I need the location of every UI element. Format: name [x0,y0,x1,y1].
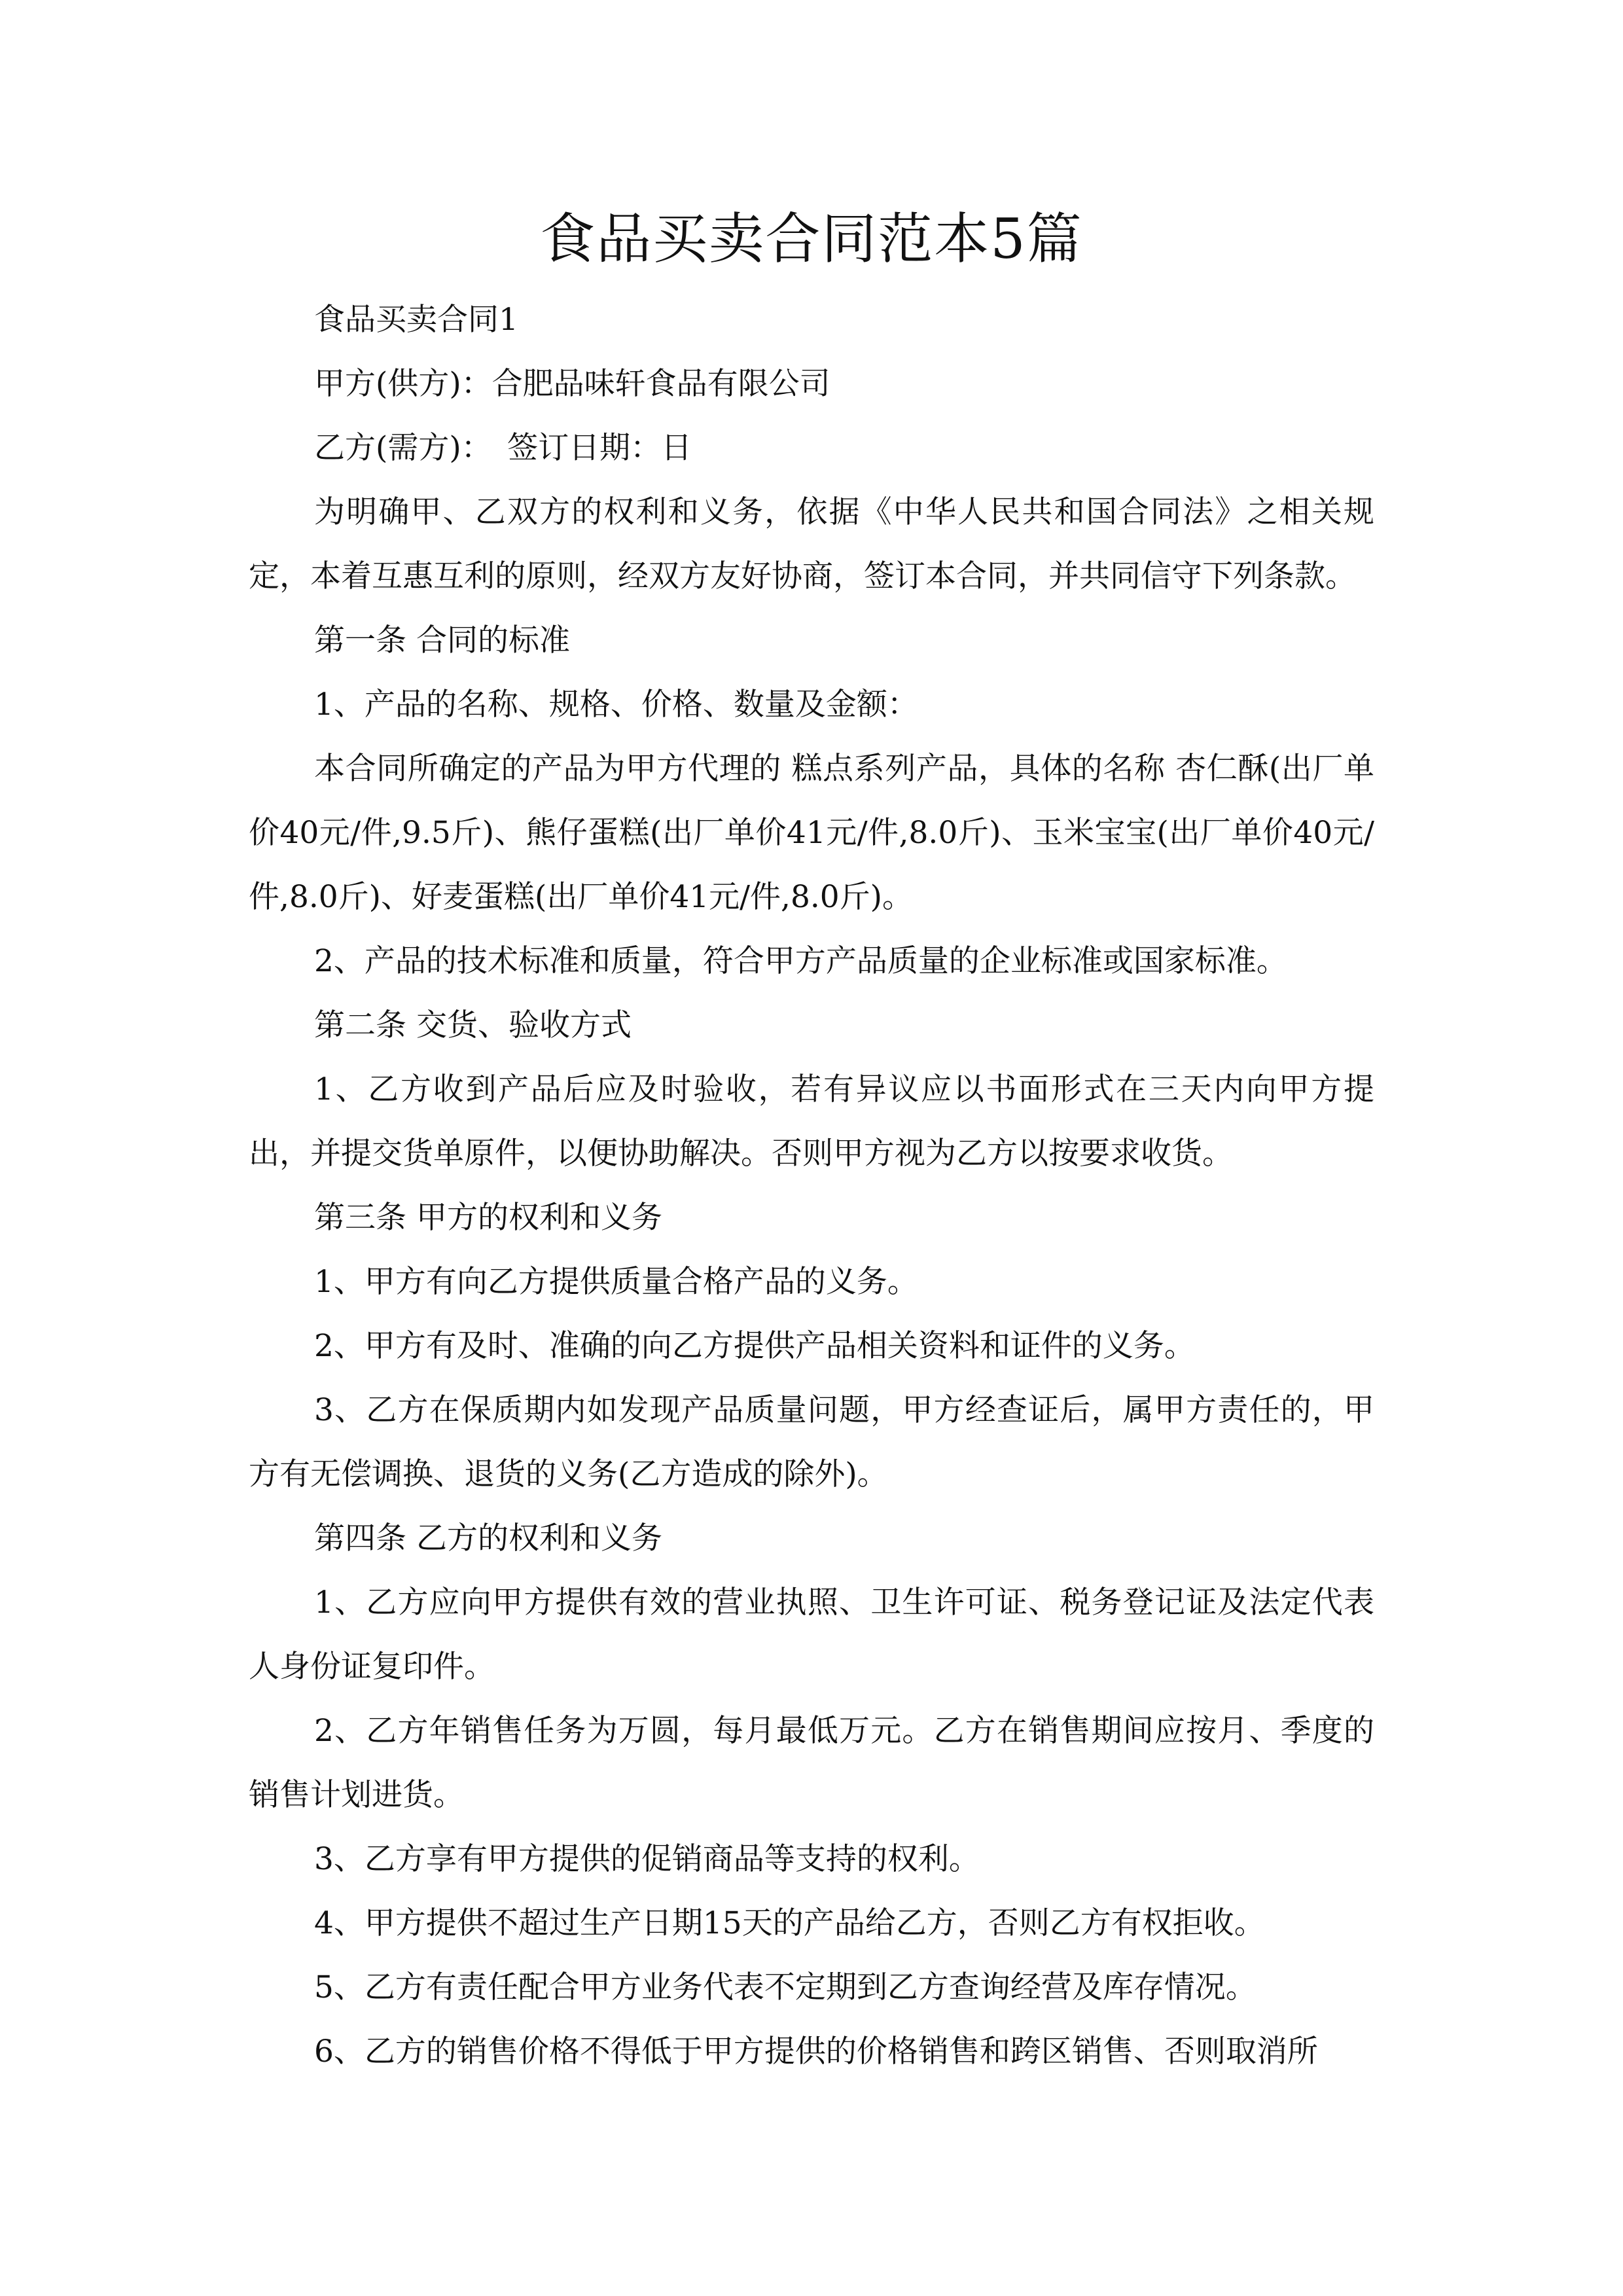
article-4-clause-3: 3、乙方享有甲方提供的促销商品等支持的权利。 [314,1841,980,1877]
article-1-clause-1: 1、产品的名称、规格、价格、数量及金额： [314,687,918,723]
article-3-clause-2: 2、甲方有及时、准确的向乙方提供产品相关资料和证件的义务。 [314,1328,1195,1364]
article-4-clause-1: 1、乙方应向甲方提供有效的营业执照、卫生许可证、税务登记证及法定代表人身份证复印件。 [249,1585,1374,1685]
document-title: 食品买卖合同范本5篇 [540,207,1083,271]
paragraph-party-b: 乙方(需方)： 签订日期：日 [314,430,692,466]
article-4-clause-2: 2、乙方年销售任务为万圆，每月最低万元。乙方在销售期间应按月、季度的销售计划进货。 [249,1713,1374,1813]
article-2-heading: 第二条 交货、验收方式 [314,1007,632,1043]
article-1-heading: 第一条 合同的标准 [314,622,570,658]
article-3-clause-3: 3、乙方在保质期内如发现产品质量问题，甲方经查证后，属甲方责任的，甲方有无偿调换、退货的义务(乙方造成的除外)。 [249,1392,1374,1492]
article-1-clause-2: 2、产品的技术标准和质量，符合甲方产品质量的企业标准或国家标准。 [314,943,1287,979]
paragraph-party-a: 甲方(供方)：合肥品味轩食品有限公司 [314,366,830,402]
article-1-products: 本合同所确定的产品为甲方代理的 糕点系列产品，具体的名称 杏仁酥(出厂单价40元/件,9.5斤)、熊仔蛋糕(出厂单价41元/件,8.0斤)、玉米宝宝(出厂单价40元/件,8.0斤)、好麦蛋糕(出厂单价41元/件,8.0斤)。 [249,751,1374,915]
article-4-clause-5: 5、乙方有责任配合甲方业务代表不定期到乙方查询经营及库存情况。 [314,1969,1257,2005]
article-4-heading: 第四条 乙方的权利和义务 [314,1520,662,1556]
article-4-clause-6: 6、乙方的销售价格不得低于甲方提供的价格销售和跨区销售、否则取消所 [314,2034,1318,2070]
article-3-clause-1: 1、甲方有向乙方提供质量合格产品的义务。 [314,1264,918,1300]
document-body [249,288,1374,2084]
article-4-clause-4: 4、甲方提供不超过生产日期15天的产品给乙方，否则乙方有权拒收。 [314,1905,1265,1941]
article-2-clause-1: 1、乙方收到产品后应及时验收，若有异议应以书面形式在三天内向甲方提出，并提交货单原件，以便协助解决。否则甲方视为乙方以按要求收货。 [249,1071,1374,1172]
paragraph-contract-heading: 食品买卖合同1 [314,302,518,338]
paragraph-preamble: 为明确甲、乙双方的权利和义务，依据《中华人民共和国合同法》之相关规定，本着互惠互利的原则，经双方友好协商，签订本合同，并共同信守下列条款。 [249,494,1374,594]
document-page [249,190,1374,2084]
article-3-heading: 第三条 甲方的权利和义务 [314,1200,662,1236]
